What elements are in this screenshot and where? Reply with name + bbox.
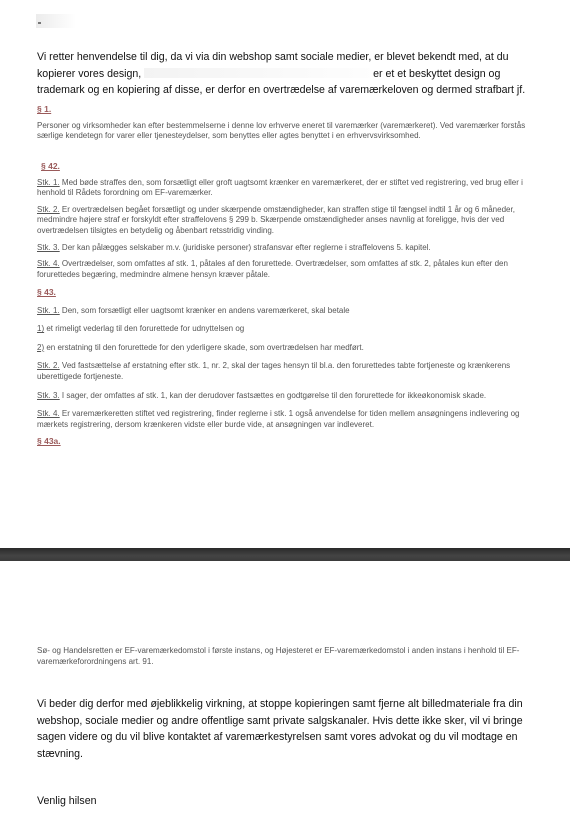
section-1-text: Personer og virksomheder kan efter bestemmelserne i denne lov erhverve eneret til varemærker (varemærkeret). Ved varemærker forstås særlige kendetegn for varer eller tjenesteydelser, som benyttes eller agtes benyttet i en erhvervsvirksomhed.: [37, 120, 526, 141]
stk-label: Stk. 2.: [37, 361, 60, 371]
stk-text: Med bøde straffes den, som forsætligt eller groft uagtsomt krænker en varemærkeret, der er stiftet ved registrering, ved brug eller i henhold til Rådets forordning om EF-varemærker.: [37, 177, 523, 198]
stk-text: Overtrædelser, som omfattes af stk. 1, påtales af den forurettede. Overtrædelser, som omfattes af stk. 2, påtales kun efter den forurettedes begæring, medmindre almene hensyn kræver påtale.: [37, 259, 508, 279]
page-separator: [0, 548, 570, 561]
signoff-text: Venlig hilsen: [37, 795, 97, 807]
section-43-point-2: [37, 343, 537, 354]
section-42-stk-3: [37, 243, 537, 254]
stk-text: Den, som forsætligt eller uagtsomt krænker en andens varemærkeret, skal betale: [61, 305, 350, 315]
stk-text: Der kan pålægges selskaber m.v. (juridiske personer) strafansvar efter reglerne i straffelovens 5. kapitel.: [61, 242, 431, 252]
document-page-2: [0, 561, 570, 823]
closing-paragraph: Vi beder dig derfor med øjeblikkelig virkning, at stoppe kopieringen samt fjerne alt billedmateriale fra din webshop, sociale medier og andre offentlige samt private salgskanaler. Hvis dette ikke sker, vil vi bringe sagen videre og du vil blive kontaktet af varemærkestyrelsen samt vores advokat og du vil modtage en stævning.: [37, 698, 523, 760]
section-43a-heading: § 43a.: [37, 436, 61, 447]
section-43-point-1: [37, 324, 537, 335]
section-43-stk-2: [37, 361, 537, 382]
point-text: et rimeligt vederlag til den forurettede for udnyttelsen og: [46, 324, 245, 334]
point-label: 1): [37, 324, 45, 334]
intro-text-part2: er et et beskyttet design og trademark og en kopiering af disse, er derfor en overtrædelse af varemærkeloven og dermed strafbart jf.: [37, 67, 526, 96]
section-43-stk-3: [37, 391, 537, 402]
point-text: en erstatning til den forurettede for den yderligere skade, som overtrædelsen har medført.: [46, 342, 364, 352]
faded-header-mark: [36, 14, 76, 28]
intro-text-part1: Vi retter henvendelse til dig, da vi via din webshop samt sociale medier, er blevet bekendt med, at du kopierer vores design,: [37, 51, 509, 80]
stk-text: Er overtrædelsen begået forsætligt og under skærpende omstændigheder, kan straffen stige til fængsel indtil 1 år og 6 måneder, medmindre højere straf er forskyldt efter straffelovens § 299 b. Skærpende omstændigheder anses navnlig at foreligge, hvis der ved overtrædelsen tilsigtes en betydelig og åbenbart retsstridig vinding.: [37, 204, 515, 235]
section-43-stk-4: [37, 409, 537, 430]
intro-paragraph: [37, 49, 537, 99]
section-42-stk-2: [37, 205, 537, 237]
stk-text: I sager, der omfattes af stk. 1, kan der derudover fastsættes en godtgørelse til den forurettede for ikkeøkonomisk skade.: [61, 390, 487, 400]
stk-label: Stk. 4.: [37, 409, 60, 419]
point-label: 2): [37, 342, 45, 352]
redacted-area: [144, 68, 370, 78]
stk-label: Stk. 4.: [37, 259, 60, 269]
section-42: [37, 161, 537, 280]
stk-label: Stk. 1.: [37, 177, 60, 187]
court-jurisdiction-note: Sø- og Handelsretten er EF-varemærkedomstol i første instans, og Højesteret er EF-varemærkedomstol i anden instans i henhold til EF-varemærkeforordningens art. 91.: [37, 646, 520, 666]
section-42-heading: § 42.: [41, 161, 60, 171]
section-1: [37, 104, 537, 142]
stk-text: Ved fastsættelse af erstatning efter stk. 1, nr. 2, skal der tages hensyn til bl.a. den forurettedes tabte fortjeneste og krænkerens uberettigede fortjeneste.: [37, 361, 511, 381]
section-42-stk-1: [37, 178, 537, 199]
stk-label: Stk. 2.: [37, 204, 60, 214]
section-1-heading: § 1.: [37, 104, 52, 114]
section-43-stk-1: [37, 306, 537, 317]
stk-label: Stk. 3.: [37, 390, 60, 400]
stk-label: Stk. 1.: [37, 305, 60, 315]
stk-text: Er varemærkeretten stiftet ved registrering, finder reglerne i stk. 1 også anvendelse for tiden mellem ansøgningens indlevering og mærkets registrering, dersom krænkeren vidste eller burde vide, at ansøgningen var indleveret.: [37, 409, 520, 429]
stk-label: Stk. 3.: [37, 242, 60, 252]
section-42-stk-4: [37, 259, 537, 280]
section-43-heading: § 43.: [37, 287, 56, 297]
section-43: [37, 287, 537, 447]
